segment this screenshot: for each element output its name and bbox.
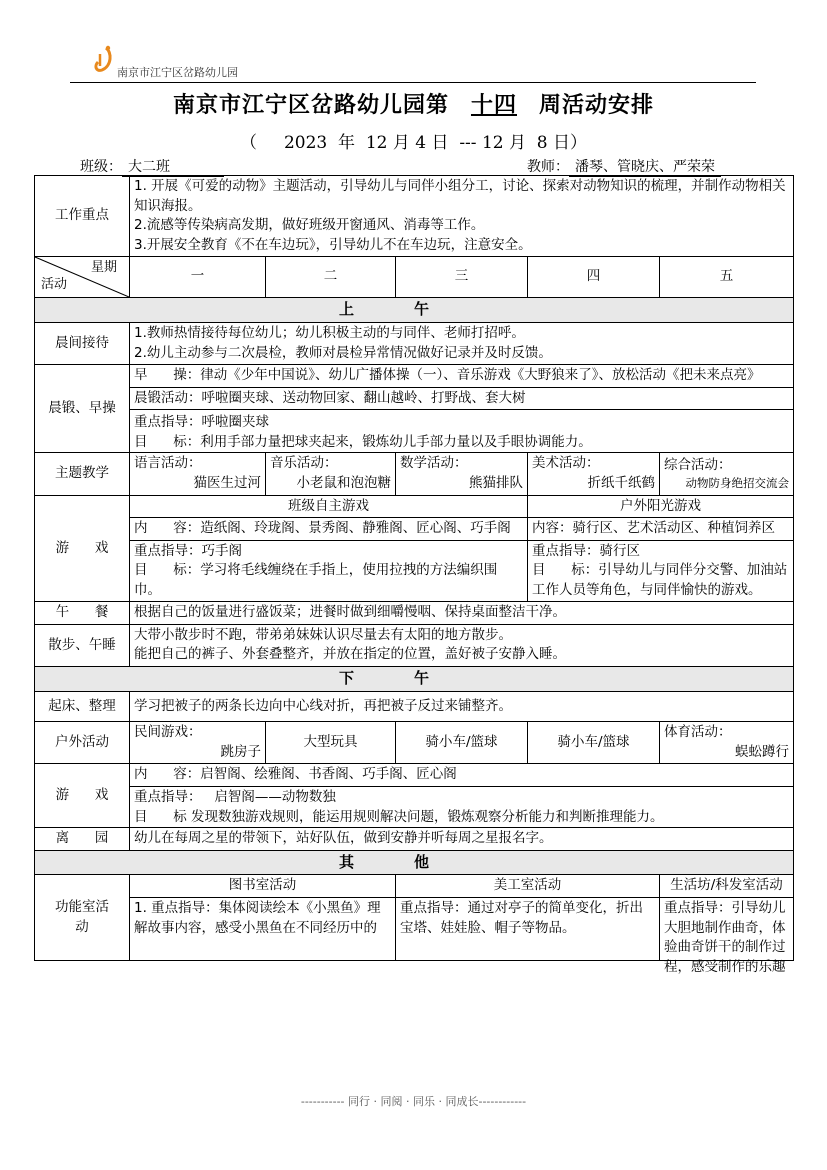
- header-org-name: 南京市江宁区岔路幼儿园: [117, 66, 238, 79]
- wake-label: 起床、整理: [35, 691, 130, 722]
- theme-teaching-label: 主题教学: [35, 453, 130, 495]
- games-am-right-content: 内容：骑行区、艺术活动区、种植饲养区: [528, 518, 794, 541]
- art-room-content: 重点指导：通过对亭子的简单变化，折出宝塔、娃娃脸、帽子等物品。: [396, 898, 660, 961]
- morning-exercise-content: 早 操：律动《少年中国说》、幼儿广播体操（一）、音乐游戏《大野狼来了》、放松活动《把未来点亮》 晨锻活动：呼啦圈夹球、送动物回家、翻山越岭、打野战、套大树 重点指导：呼啦圈夹球 目 标：利用手部力量把球夹起来，锻炼幼儿手部力量以及手眼协调能力。: [130, 365, 794, 453]
- games-pm-label: 游 戏: [35, 764, 130, 828]
- theme-teaching-wed: 数学活动： 熊猫排队: [396, 453, 528, 495]
- morning-reception-row: [35, 323, 794, 365]
- function-rooms-label: 功能室活动: [35, 875, 130, 961]
- schedule-table: [34, 175, 794, 975]
- class-info: 班级： 大二班: [80, 156, 224, 177]
- art-room-title: 美工室活动: [396, 875, 660, 898]
- lunch-row: [35, 602, 794, 625]
- morning-reception-label: 晨间接待: [35, 323, 130, 365]
- theme-teaching-mon: 语言活动： 猫医生过河: [130, 453, 266, 495]
- games-am-label: 游 戏: [35, 495, 130, 602]
- page-title: 南京市江宁区岔路幼儿园第 十四 周活动安排: [172, 92, 655, 118]
- leave-row: [35, 828, 794, 851]
- outdoor-fri: 体育活动： 蜈蚣蹲行: [660, 722, 794, 764]
- morning-exercise-label: 晨锻、早操: [35, 365, 130, 453]
- games-am-title-row: [35, 495, 794, 518]
- life-room-content: 重点指导：引导幼儿大胆地制作曲奇，体验曲奇饼干的制作过程，感受制作的乐趣: [660, 898, 794, 961]
- lunch-content: 根据自己的饭量进行盛饭菜；进餐时做到细嚼慢咽、保持桌面整洁干净。: [130, 602, 794, 625]
- theme-teaching-thu: 美术活动： 折纸千纸鹤: [528, 453, 660, 495]
- theme-teaching-fri: 综合活动： 动物防身绝招交流会: [660, 453, 794, 495]
- weekday-corner-cell: 星期 活动: [35, 257, 130, 298]
- section-morning: 上午: [35, 298, 794, 323]
- theme-teaching-tue: 音乐活动： 小老鼠和泡泡糖: [266, 453, 396, 495]
- weekday-wed: 三: [396, 257, 528, 298]
- nap-label: 散步、午睡: [35, 624, 130, 666]
- weekday-mon: 一: [130, 257, 266, 298]
- teacher-value: 潘琴、管晓庆、严荣荣: [569, 156, 721, 177]
- games-am-content-row: [35, 518, 794, 541]
- nap-row: [35, 624, 794, 666]
- theme-teaching-row: [35, 453, 794, 495]
- games-am-left-content: 内 容：造纸阁、玲珑阁、景秀阁、静雅阁、匠心阁、巧手阁: [130, 518, 528, 541]
- library-room-content: 1. 重点指导：集体阅读绘本《小黑鱼》理解故事内容，感受小黑鱼在不同经历中的: [130, 898, 396, 961]
- section-afternoon: 下午: [35, 667, 794, 692]
- outdoor-tue: 大型玩具: [266, 722, 396, 764]
- outdoor-row: [35, 722, 794, 764]
- header-divider: [70, 82, 756, 83]
- games-pm-row: [35, 764, 794, 828]
- games-am-right-goal: 重点指导：骑行区 目 标：引导幼儿与同伴分交警、加油站工作人员等角色，与同伴愉快的游戏。: [528, 540, 794, 602]
- class-value: 大二班: [122, 156, 224, 177]
- library-room-title: 图书室活动: [130, 875, 396, 898]
- weekday-fri: 五: [660, 257, 794, 298]
- work-focus-row: [35, 176, 794, 257]
- games-am-left-title: 班级自主游戏: [130, 495, 528, 518]
- weekday-tue: 二: [266, 257, 396, 298]
- games-am-left-goal: 重点指导：巧手阁 目 标：学习将毛线缠绕在手指上，使用拉拽的方法编织围巾。: [130, 540, 528, 602]
- weekday-thu: 四: [528, 257, 660, 298]
- games-am-goal-row: [35, 540, 794, 602]
- games-am-right-title: 户外阳光游戏: [528, 495, 794, 518]
- section-other: 其他: [35, 850, 794, 875]
- life-room-title: 生活坊/科发室活动: [660, 875, 794, 898]
- teacher-info: 教师： 潘琴、管晓庆、严荣荣: [527, 156, 721, 177]
- function-rooms-title-row: [35, 875, 794, 898]
- work-focus-content: 1. 开展《可爱的动物》主题活动，引导幼儿与同伴小组分工，讨论、探索对动物知识的梳理，并制作动物相关知识海报。 2.流感等传染病高发期，做好班级开窗通风、消毒等工作。 3.开展安全教育《不在车边玩》，引导幼儿不在车边玩，注意安全。: [130, 176, 794, 257]
- nap-content: 大带小散步时不跑，带弟弟妹妹认识尽量去有太阳的地方散步。 能把自己的裤子、外套叠整齐，并放在指定的位置，盖好被子安静入睡。: [130, 624, 794, 666]
- function-rooms-content-row: [35, 898, 794, 961]
- leave-label: 离 园: [35, 828, 130, 851]
- wake-content: 学习把被子的两条长边向中心线对折，再把被子反过来铺整齐。: [130, 691, 794, 722]
- footer-slogan: ----------- 同行 · 同阅 · 同乐 · 同成长------------: [300, 1095, 527, 1108]
- wake-row: [35, 691, 794, 722]
- outdoor-label: 户外活动: [35, 722, 130, 764]
- outdoor-thu: 骑小车/篮球: [528, 722, 660, 764]
- lunch-label: 午 餐: [35, 602, 130, 625]
- outdoor-mon: 民间游戏： 跳房子: [130, 722, 266, 764]
- kindergarten-logo-icon: [92, 44, 116, 74]
- date-range: （ 2023 年 12 月 4 日 --- 12 月 8 日）: [239, 133, 588, 153]
- weekday-header-row: [35, 257, 794, 298]
- games-pm-content: 内 容：启智阁、绘雅阁、书香阁、巧手阁、匠心阁 重点指导： 启智阁——动物数独 目 标 发现数独游戏规则，能运用规则解决问题，锻炼观察分析能力和判断推理能力。: [130, 764, 794, 828]
- leave-content: 幼儿在每周之星的带领下，站好队伍，做到安静并听每周之星报名字。: [130, 828, 794, 851]
- week-number: 十四: [470, 92, 517, 118]
- outdoor-wed: 骑小车/篮球: [396, 722, 528, 764]
- morning-reception-content: 1.教师热情接待每位幼儿；幼儿积极主动的与同伴、老师打招呼。 2.幼儿主动参与二次晨检，教师对晨检异常情况做好记录并及时反馈。: [130, 323, 794, 365]
- morning-exercise-row: [35, 365, 794, 453]
- work-focus-label: 工作重点: [35, 176, 130, 257]
